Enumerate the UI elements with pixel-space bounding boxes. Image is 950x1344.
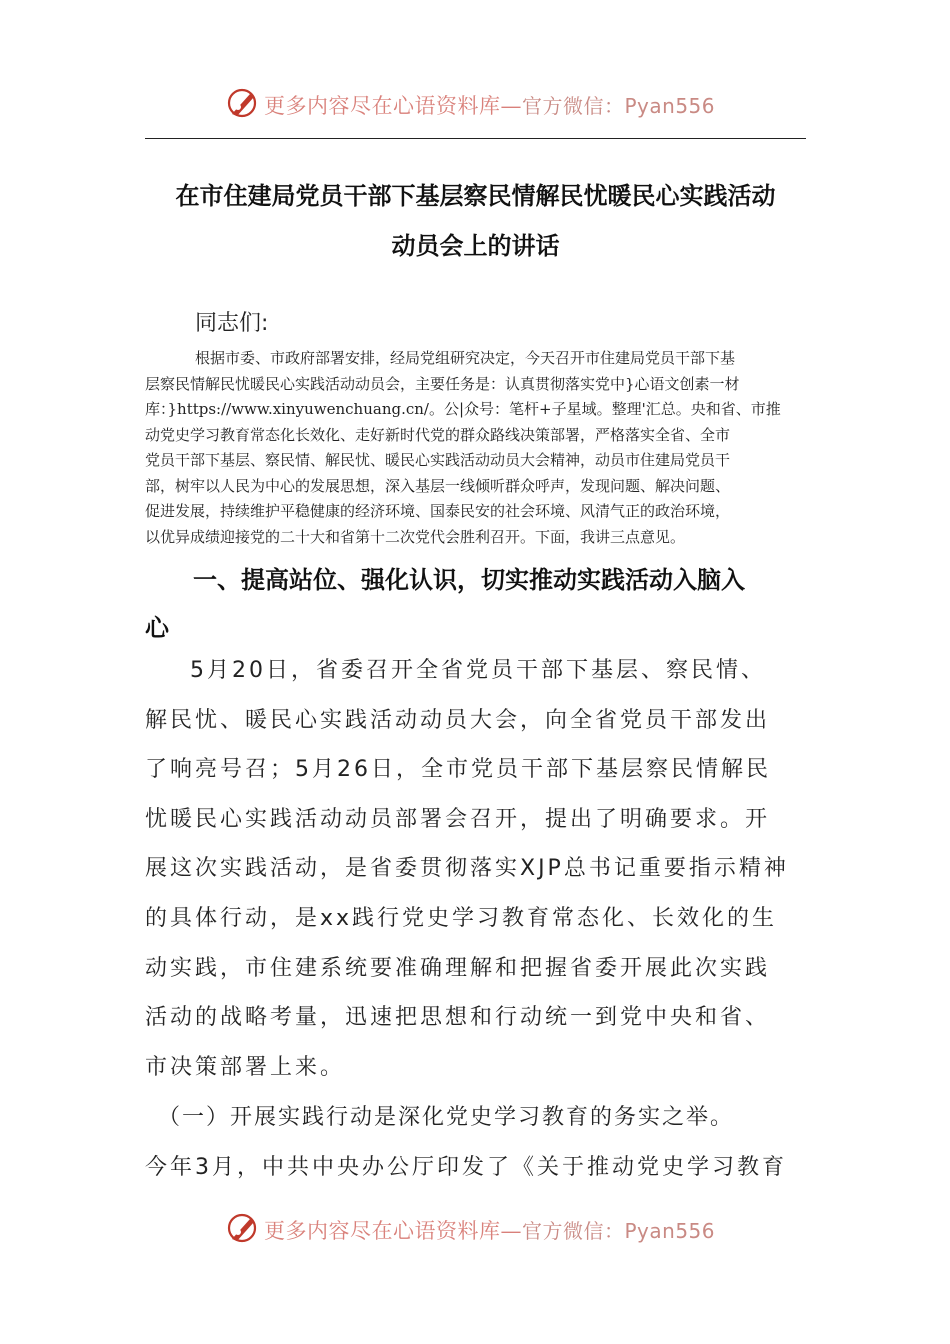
body-line: 了响亮号召；5月26日，全市党员干部下基层察民情解民 xyxy=(145,757,771,783)
body-line: 的具体行动，是xx践行党史学习教育常态化、长效化的生 xyxy=(145,905,778,931)
pen-logo-icon xyxy=(226,1211,260,1245)
subsection-paragraph xyxy=(145,1093,825,1193)
intro-line: 根据市委、市政府部署安排，经局党组研究决定，今天召开市住建局党员干部下基 xyxy=(195,349,736,367)
body-line: 展这次实践活动，是省委贯彻落实XJP总书记重要指示精神 xyxy=(145,856,789,882)
sub-line: 今年3月，中共中央办公厅印发了《关于推动党史学习教育 xyxy=(145,1155,787,1180)
pen-logo-icon xyxy=(226,86,260,120)
document-title-line-2: 动员会上的讲话 xyxy=(391,232,560,260)
document-title-line-1: 在市住建局党员干部下基层察民情解民忧暖民心实践活动 xyxy=(175,182,776,210)
intro-line: 库：}https://www.xinyuwenchuang.cn/。公|众号：笔杆+子星域。整理'汇总。央和省、市推 xyxy=(145,400,781,418)
heading-line: 一、提高站位、强化认识，切实推动实践活动入脑入 xyxy=(145,566,745,594)
intro-line: 部，树牢以人民为中心的发展思想，深入基层一线倾听群众呼声，发现问题、解决问题、 xyxy=(145,476,731,495)
body-line: 动实践，市住建系统要准确理解和把握省委开展此次实践 xyxy=(145,955,771,981)
body-paragraph xyxy=(145,646,815,1092)
header-watermark-banner xyxy=(0,84,950,124)
body-line: 忧暖民心实践活动动员部署会召开，提出了明确要求。开 xyxy=(145,806,771,832)
header-divider xyxy=(145,138,806,139)
intro-paragraph xyxy=(145,346,806,550)
intro-line: 促进发展，持续维护平稳健康的经济环境、国泰民安的社会环境、风清气正的政治环境， xyxy=(145,502,731,520)
heading-line: 心 xyxy=(145,614,169,642)
footer-watermark-banner xyxy=(0,1209,950,1249)
body-line: 解民忧、暖民心实践活动动员大会，向全省党员干部发出 xyxy=(145,707,771,733)
body-line: 市决策部署上来。 xyxy=(145,1054,346,1080)
section-heading-1 xyxy=(145,556,810,652)
salutation: 同志们: xyxy=(195,311,269,336)
intro-line: 以优异成绩迎接党的二十大和省第十二次党代会胜利召开。下面，我讲三点意见。 xyxy=(145,527,686,546)
intro-line: 动党史学习教育常态化长效化、走好新时代党的群众路线决策部署，严格落实全省、全市 xyxy=(145,425,731,444)
intro-line: 层察民情解民忧暖民心实践活动动员会，主要任务是：认真贯彻落实党中}心语文创素一材 xyxy=(145,374,740,393)
banner-text: 更多内容尽在心语资料库—官方微信：Pyan556 xyxy=(264,94,716,118)
sub-line: （一）开展实践行动是深化党史学习教育的务实之举。 xyxy=(145,1105,735,1130)
body-line: 5月20日，省委召开全省党员干部下基层、察民情、 xyxy=(165,658,766,683)
banner-text: 更多内容尽在心语资料库—官方微信：Pyan556 xyxy=(264,1219,716,1243)
body-line: 活动的战略考量，迅速把思想和行动统一到党中央和省、 xyxy=(145,1005,771,1031)
intro-line: 党员干部下基层、察民情、解民忧、暖民心实践活动动员大会精神，动员市住建局党员干 xyxy=(145,451,731,469)
